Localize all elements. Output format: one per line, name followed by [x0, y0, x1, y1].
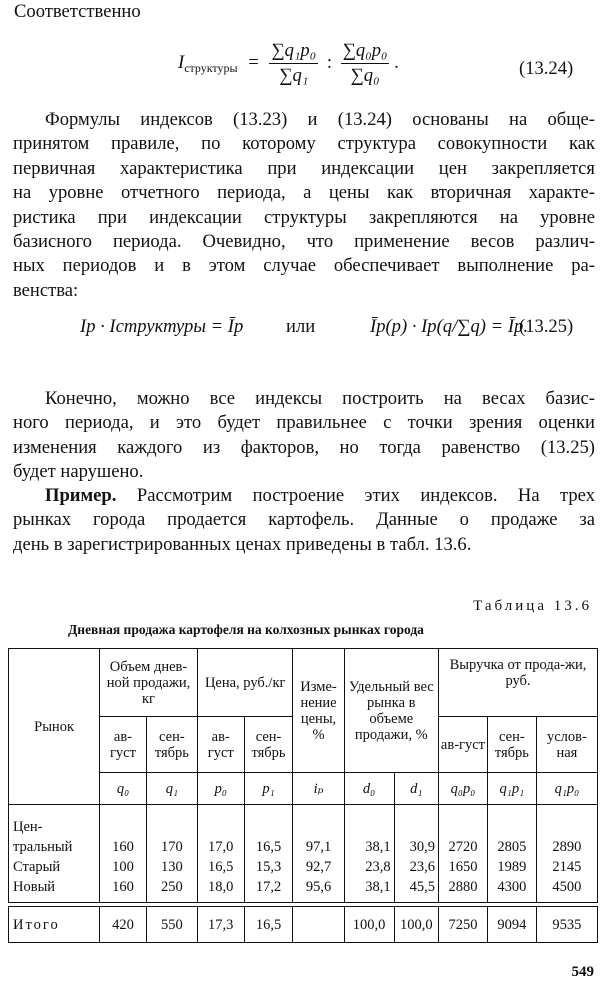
formula-divide: :: [326, 51, 333, 73]
formula-13-25-or: или: [286, 316, 316, 337]
page-number: 549: [571, 964, 594, 980]
header-market: Рынок: [9, 649, 100, 805]
row-q0: 160: [100, 877, 147, 897]
total-revenue-conditional: 9535: [536, 907, 597, 943]
paragraph-2: [13, 387, 595, 485]
paragraph-2-line: будет нарушено.: [13, 461, 144, 483]
fraction-2-numerator: ∑q₀p₀: [341, 40, 390, 64]
row-revenue-current: 4300: [487, 877, 536, 897]
intro-word: Соответственно: [14, 1, 141, 22]
row-d1: 23,6: [394, 857, 438, 877]
row-ip: 92,7: [293, 857, 344, 877]
paragraph-1-line: венства:: [13, 279, 79, 301]
example-first-line: [13, 484, 595, 508]
row-revenue-base: 1650: [439, 857, 488, 877]
symbol-cell: iₚ: [293, 773, 344, 805]
total-d1: 100,0: [394, 907, 438, 943]
row-revenue-base: 2880: [439, 877, 488, 897]
symbol-cell: d₁: [394, 773, 438, 805]
paragraph-1-line: базисного периода. Очевидно, что применение весов различ-: [13, 231, 595, 253]
row-q0: 100: [100, 857, 147, 877]
paragraph-2-line: ного периода, и это будет правильнее с точки зрения оценки: [13, 412, 595, 434]
formula-fraction-2: [341, 40, 390, 87]
row-p0: 17,0: [197, 817, 244, 857]
paragraph-1: [13, 108, 595, 303]
row-p1: 16,5: [244, 817, 293, 857]
header-volume: Объем днев-ной продажи, кг: [100, 649, 198, 717]
example-line: рынках города продается картофель. Данные о продаже за: [13, 509, 595, 531]
total-q1: 550: [146, 907, 197, 943]
row-market: Старый: [9, 857, 100, 877]
subheader-september: сен-тябрь: [244, 717, 293, 773]
subheader-august: ав-густ: [197, 717, 244, 773]
row-market: Цен-тральный: [9, 817, 100, 857]
table-row: [9, 857, 598, 877]
symbol-cell: q₁p₁: [487, 773, 536, 805]
formula-lhs-subscript: структуры: [184, 60, 238, 75]
paragraph-1-line: на уровне отчетного периода, а цены как вторичная характе-: [13, 182, 595, 204]
fraction-2-denominator: ∑q₀: [350, 65, 380, 86]
symbol-cell: q₀: [100, 773, 147, 805]
paragraph-1-line: ных периодов и в этом случае обеспечивает выполнение ра-: [13, 255, 595, 277]
paragraph-1-line: принятом правиле, по которому структура совокупности как: [13, 133, 595, 155]
total-label: Итого: [9, 907, 100, 943]
row-d0: 23,8: [344, 857, 394, 877]
subheader-august: ав-густ: [100, 717, 147, 773]
subheader-september: сен-тябрь: [146, 717, 197, 773]
example-label: Пример.: [45, 485, 117, 506]
example-paragraph: [13, 484, 595, 557]
row-ip: 97,1: [293, 817, 344, 857]
row-revenue-base: 2720: [439, 817, 488, 857]
row-d0: 38,1: [344, 817, 394, 857]
symbol-cell: p₁: [244, 773, 293, 805]
table-total-row: [9, 907, 598, 943]
paragraph-2-line: изменения каждого из факторов, но тогда равенство (13.25): [13, 436, 595, 458]
formula-fraction-1: [269, 40, 318, 87]
total-p1: 16,5: [244, 907, 293, 943]
formula-13-25-left: Ip · Iструктуры = Īp: [80, 316, 244, 337]
table-row: [9, 817, 598, 857]
row-revenue-conditional: 4500: [536, 877, 597, 897]
total-revenue-base: 7250: [439, 907, 488, 943]
total-ip: [293, 907, 344, 943]
formula-equals: =: [248, 51, 259, 73]
symbol-cell: d₀: [344, 773, 394, 805]
fraction-1-numerator: ∑q₁p₀: [269, 40, 318, 64]
table-number-label: Таблица 13.6: [473, 598, 592, 614]
symbol-cell: q₁p₀: [536, 773, 597, 805]
row-q1: 250: [146, 877, 197, 897]
formula-13-25-number: (13.25): [519, 316, 574, 337]
row-p1: 17,2: [244, 877, 293, 897]
symbol-cell: q₁: [146, 773, 197, 805]
row-q1: 130: [146, 857, 197, 877]
header-revenue: Выручка от прода-жи, руб.: [439, 649, 598, 717]
table-header-row: [9, 649, 598, 717]
table-spacer-row: [9, 805, 598, 817]
row-d0: 38,1: [344, 877, 394, 897]
example-line: день в зарегистрированных ценах приведены в табл. 13.6.: [13, 533, 472, 555]
formula-lhs-symbol: I: [178, 51, 185, 73]
paragraph-1-line: Формулы индексов (13.23) и (13.24) основаны на обще-: [45, 109, 595, 130]
row-q0: 160: [100, 817, 147, 857]
row-revenue-current: 1989: [487, 857, 536, 877]
paragraph-1-line: ристика при индексации структуры закрепляются на уровне: [13, 206, 595, 228]
paragraph-2-line: Конечно, можно все индексы построить на весах базис-: [45, 388, 595, 409]
paragraph-1-line: первичная характеристика при индексации цен закрепляется: [13, 157, 595, 179]
symbol-cell: q₀p₀: [439, 773, 488, 805]
row-ip: 95,6: [293, 877, 344, 897]
example-line: Рассмотрим построение этих индексов. На трех: [136, 485, 595, 506]
header-change: Изме-нение цены, %: [293, 649, 344, 773]
total-revenue-current: 9094: [487, 907, 536, 943]
row-d1: 30,9: [394, 817, 438, 857]
total-d0: 100,0: [344, 907, 394, 943]
row-p0: 16,5: [197, 857, 244, 877]
header-price: Цена, руб./кг: [197, 649, 293, 717]
data-table: [8, 648, 598, 943]
formula-13-24: [178, 40, 399, 87]
row-p0: 18,0: [197, 877, 244, 897]
fraction-1-denominator: ∑q₁: [279, 65, 309, 86]
subheader-september: сен-тябрь: [487, 717, 536, 773]
row-revenue-current: 2805: [487, 817, 536, 857]
symbol-cell: p₀: [197, 773, 244, 805]
subheader-august: ав-густ: [439, 717, 488, 773]
total-q0: 420: [100, 907, 147, 943]
row-revenue-conditional: 2890: [536, 817, 597, 857]
row-revenue-conditional: 2145: [536, 857, 597, 877]
total-p0: 17,3: [197, 907, 244, 943]
table-title: Дневная продажа картофеля на колхозных рынках города: [68, 622, 424, 637]
subheader-conditional: услов-ная: [536, 717, 597, 773]
row-p1: 15,3: [244, 857, 293, 877]
formula-13-25-right: Īp(p) · Ip(q/∑q) = Īp.: [370, 316, 528, 337]
table-row: [9, 877, 598, 897]
header-share: Удельный вес рынка в объеме продажи, %: [344, 649, 438, 773]
row-market: Новый: [9, 877, 100, 897]
formula-period: .: [394, 51, 399, 73]
row-q1: 170: [146, 817, 197, 857]
row-d1: 45,5: [394, 877, 438, 897]
formula-13-24-number: (13.24): [519, 58, 574, 79]
